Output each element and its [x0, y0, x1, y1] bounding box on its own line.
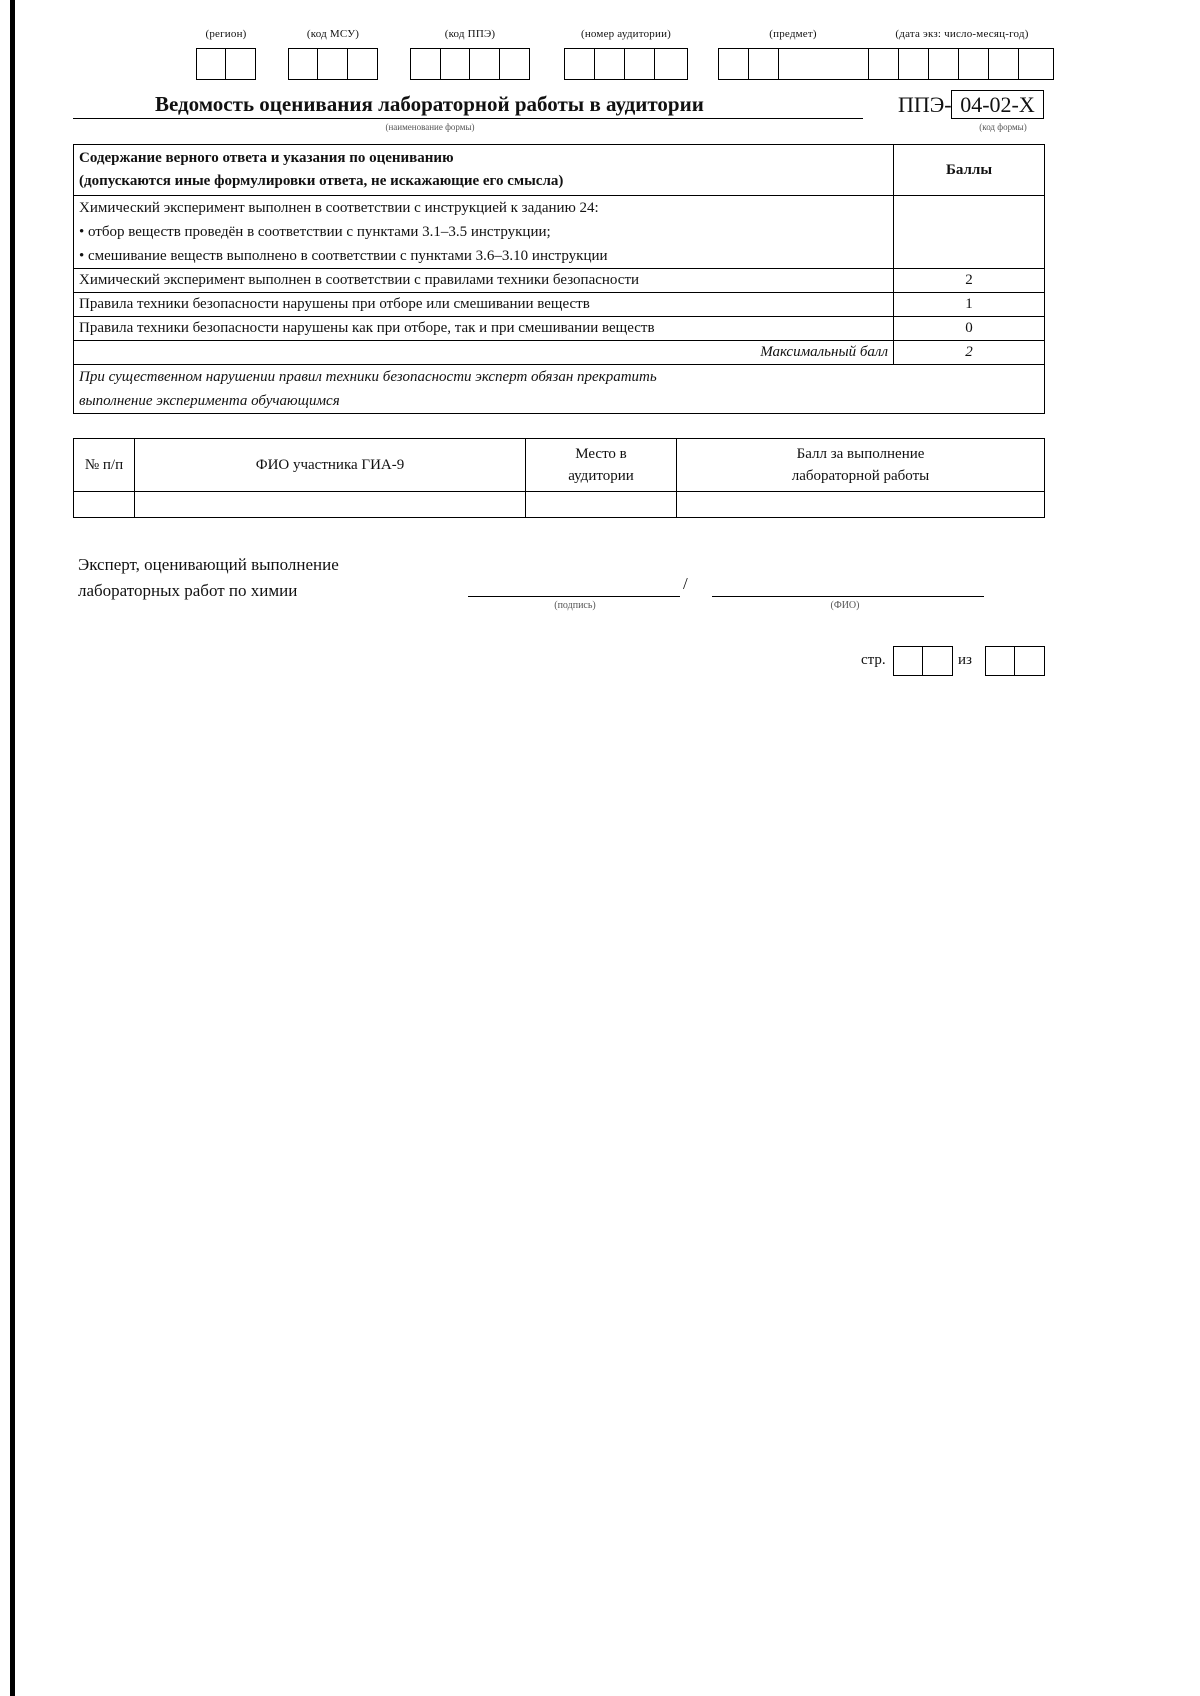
safety-note: При существенном нарушении правил техники безопасности эксперт обязан прекратить выполнение эксперимента обучающимся: [74, 365, 1045, 414]
ppe-label: (код ППЭ): [444, 28, 496, 40]
subject-date-cells[interactable]: [718, 48, 1054, 80]
num-cell[interactable]: [74, 492, 135, 518]
page-label: стр.: [861, 652, 886, 668]
expert-label: Эксперт, оценивающий выполнение лабораторных работ по химии: [78, 555, 339, 600]
signature-line[interactable]: [468, 596, 680, 597]
title-caption: (наименование формы): [385, 122, 475, 132]
page-number-cells[interactable]: [893, 646, 953, 676]
signature-caption: (подпись): [554, 600, 596, 611]
form-title: Ведомость оценивания лабораторной работы в аудитории: [155, 92, 704, 116]
msu-cells[interactable]: [288, 48, 378, 80]
col-num-header: № п/п: [74, 439, 135, 492]
col-score-header: Балл за выполнение лабораторной работы: [677, 439, 1045, 492]
criteria-intro-score: [894, 196, 1045, 269]
criteria-row-text: Правила техники безопасности нарушены при отборе или смешивании веществ: [74, 293, 894, 317]
criteria-row-text: Химический эксперимент выполнен в соответствии с правилами техники безопасности: [74, 269, 894, 293]
date-label: (дата экз: число-месяц-год): [895, 28, 1029, 40]
fio-line[interactable]: [712, 596, 984, 597]
criteria-row-score: 2: [894, 269, 1045, 293]
criteria-row-score: 0: [894, 317, 1045, 341]
page-total-cells[interactable]: [985, 646, 1045, 676]
name-cell[interactable]: [135, 492, 526, 518]
title-underline: [73, 118, 863, 119]
max-score-value: 2: [894, 341, 1045, 365]
col-place-header: Место в аудитории: [526, 439, 677, 492]
region-label: (регион): [205, 28, 247, 40]
ppe-cells[interactable]: [410, 48, 530, 80]
criteria-row-score: 1: [894, 293, 1045, 317]
criteria-header: Содержание верного ответа и указания по оцениванию (допускаются иные формулировки ответа, не искажающие его смысла): [74, 145, 894, 196]
place-cell[interactable]: [526, 492, 677, 518]
fio-caption: (ФИО): [830, 600, 860, 611]
max-score-label: Максимальный балл: [74, 341, 894, 365]
table-row: [74, 492, 1045, 518]
region-cells[interactable]: [196, 48, 256, 80]
room-label: (номер аудитории): [580, 28, 672, 40]
col-name-header: ФИО участника ГИА-9: [135, 439, 526, 492]
score-cell[interactable]: [677, 492, 1045, 518]
page-of-label: из: [958, 652, 972, 668]
form-code: 04-02-Х: [951, 90, 1044, 119]
form-code-prefix: ППЭ-: [898, 92, 952, 117]
criteria-intro: Химический эксперимент выполнен в соответствии с инструкцией к заданию 24: • отбор веществ проведён в соответствии с пунктами 3.1–3.5 инструкции; • смешивание веществ выполнено в соответствии с пунктами 3.6–3.10 инструкции: [74, 196, 894, 269]
balls-header: Баллы: [894, 145, 1045, 196]
criteria-table: [73, 144, 1045, 414]
msu-label: (код МСУ): [306, 28, 360, 40]
room-cells[interactable]: [564, 48, 688, 80]
criteria-row-text: Правила техники безопасности нарушены как при отборе, так и при смешивании веществ: [74, 317, 894, 341]
subject-label: (предмет): [769, 28, 817, 40]
signature-slash: /: [683, 574, 688, 593]
scan-edge-bar: [10, 0, 15, 1696]
form-code-caption: (код формы): [979, 122, 1027, 132]
participant-table: [73, 438, 1045, 518]
